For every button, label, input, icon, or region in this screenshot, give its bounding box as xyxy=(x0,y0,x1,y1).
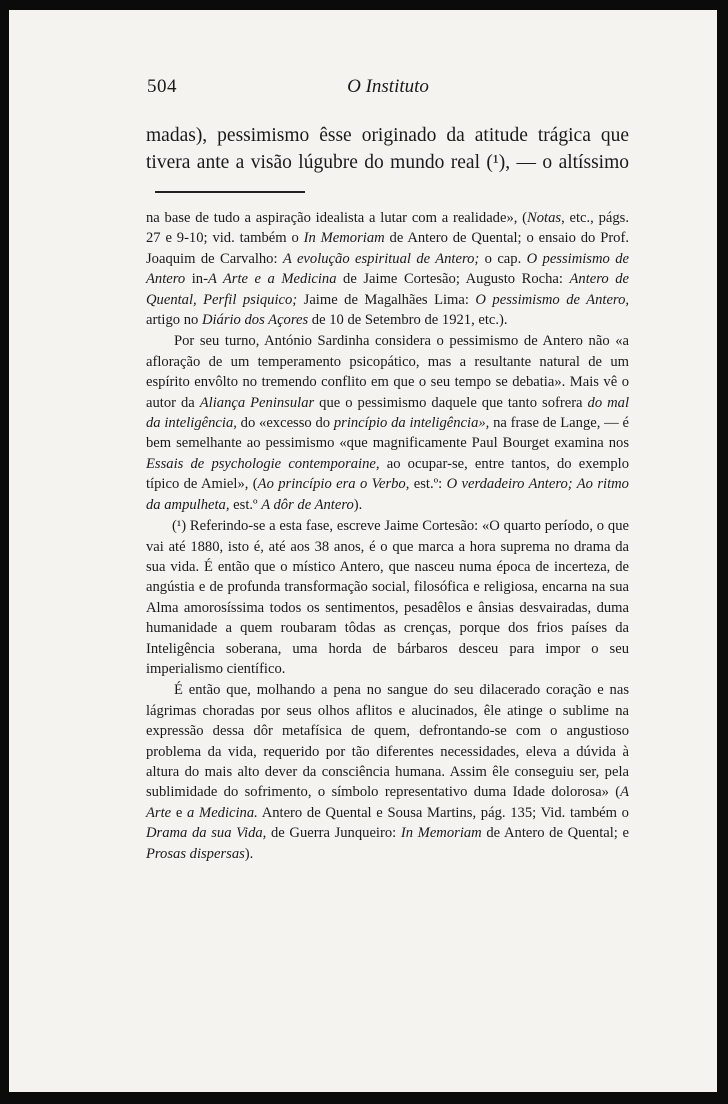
footnote-paragraph: É então que, molhando a pena no sangue do seu dilacerado coração e nas lágrimas choradas por seus olhos aflitos e alucinados, êle atinge o sublime na expressão dessa dôr metafísica de quem, defrontando-se com o angustioso problema da vida, requerido por tão diferentes necessidades, eleva a dúvida à altura do mais alto dever da consciência humana. Assim êle conseguiu ser, pela sublimidade do sofrimento, o símbolo representativo duma Idade dolorosa» (A Arte e a Medicina. Antero de Quental e Sousa Martins, pág. 135; Vid. também o Drama da sua Vida, de Guerra Junqueiro: In Memoriam de Antero de Quental; e Prosas dispersas). xyxy=(146,682,629,862)
footnotes xyxy=(146,208,629,864)
footnote-continuation: na base de tudo a aspiração idealista a lutar com a realidade», (Notas, etc., págs. 27 e 9-10; vid. também o In Memoriam de Antero de Quental; o ensaio do Prof. Joaquim de Carvalho: A evolução espiritual de Antero; o cap. O pessimismo de Antero in-A Arte e a Medicina de Jaime Cortesão; Augusto Rocha: Antero de Quental, Perfil psiquico; Jaime de Magalhães Lima: O pessimismo de Antero, artigo no Diário dos Açores de 10 de Setembro de 1921, etc.). xyxy=(146,210,630,329)
footnote-paragraph: Por seu turno, António Sardinha considera o pessimismo de Antero não «a afloração de um temperamento psicopático, mas a resultante natural de um espírito envôlto no tremendo conflito em que o seu tempo se debatia». Mais vê o autor da Aliança Peninsular que o pessimismo daquele que tanto sofrera do mal da inteligência, do «excesso do princípio da inteligência», na frase de Lange, — é bem semelhante ao pessimismo «que magnificamente Paul Bourget examina nos Essais de psychologie contemporaine, ao ocupar-se, entre tantos, do exemplo típico de Amiel», (Ao princípio era o Verbo, est.º: O verdadeiro Antero; Ao ritmo da ampulheta, est.º A dôr de Antero). xyxy=(146,333,630,513)
book-page xyxy=(9,10,717,1092)
footnote-marker: (¹) xyxy=(172,518,187,535)
footnote-separator xyxy=(155,191,305,193)
main-text-continuation xyxy=(146,122,629,176)
main-text-line: tivera ante a visão lúgubre do mundo real (¹), — o altíssimo xyxy=(146,152,629,173)
page-number: 504 xyxy=(147,76,177,97)
footnote-1: (¹) Referindo-se a esta fase, escreve Jaime Cortesão: «O quarto período, o que vai até 1880, isto é, até aos 38 anos, é o que marca a hora suprema no drama da sua vida. É então que o místico Antero, que nasceu numa época de incerteza, de angústia e de profunda transformação social, filosófica e religiosa, encarna na sua Alma amorosíssima todos os sentimentos, pesadêlos e ânsias desvairadas, duma humanidade a quem roubaram tôdas as crenças, porque dos frios países da Inteligência soberana, uma horda de bárbaros desceu para impor o seu imperialismo científico. xyxy=(146,518,629,677)
page-header xyxy=(147,76,629,106)
running-title: O Instituto xyxy=(347,76,429,97)
main-text-line: madas), pessimismo êsse originado da atitude trágica que xyxy=(146,125,629,146)
